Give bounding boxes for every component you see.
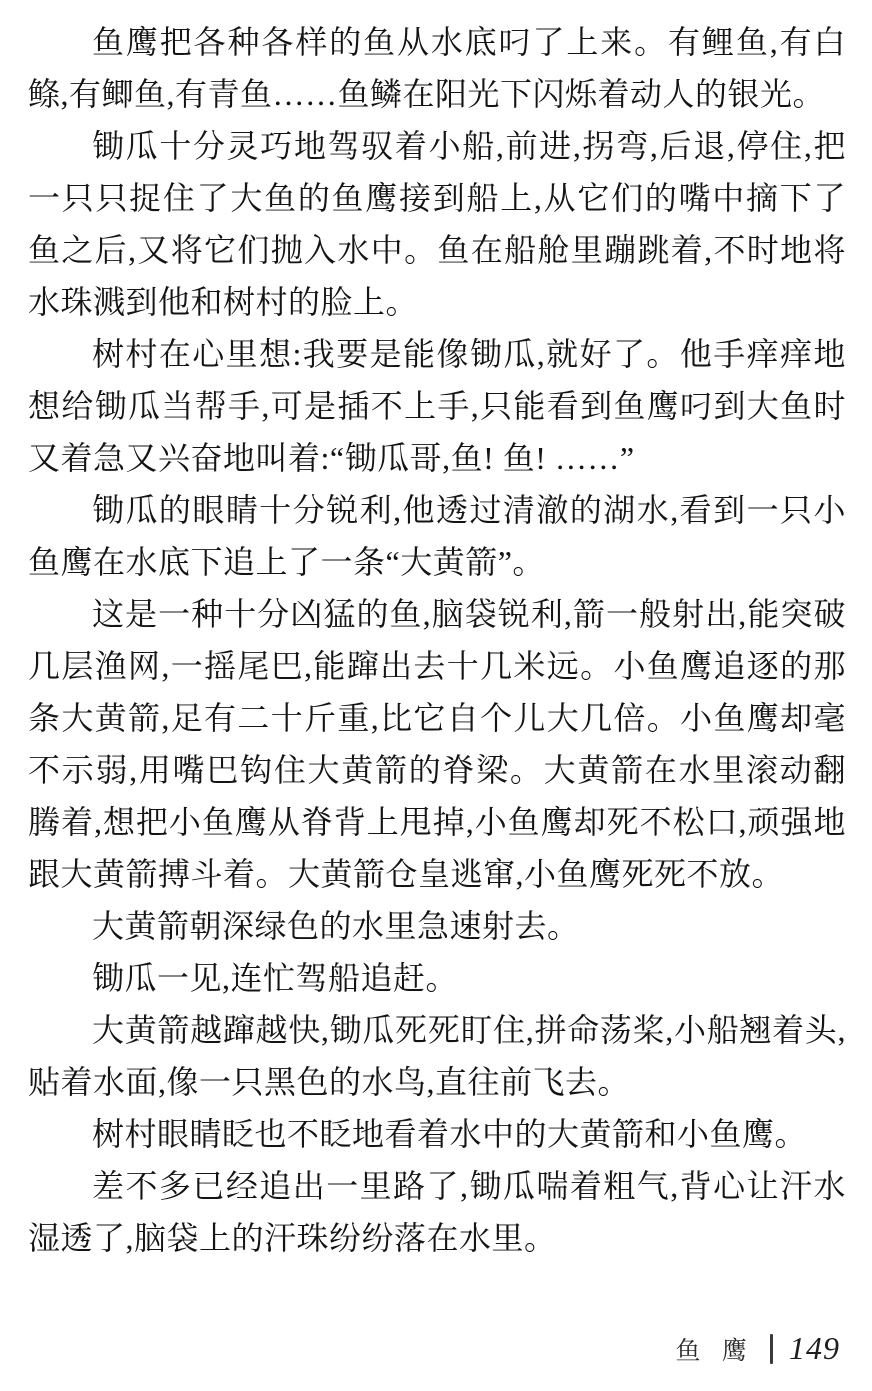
paragraph: 差不多已经追出一里路了,锄瓜喘着粗气,背心让汗水湿透了,脑袋上的汗珠纷纷落在水里。 — [28, 1168, 846, 1256]
page-text-block — [28, 16, 846, 1264]
paragraph: 这是一种十分凶猛的鱼,脑袋锐利,箭一般射出,能突破几层渔网,一摇尾巴,能蹿出去十几米远。小鱼鹰追逐的那条大黄箭,足有二十斤重,比它自个儿大几倍。小鱼鹰却毫不示弱,用嘴巴钩住大黄箭的脊梁。大黄箭在水里滚动翻腾着,想把小鱼鹰从脊背上甩掉,小鱼鹰却死不松口,顽强地跟大黄箭搏斗着。大黄箭仓皇逃窜,小鱼鹰死死不放。 — [28, 596, 846, 892]
paragraph: 鱼鹰把各种各样的鱼从水底叼了上来。有鲤鱼,有白鲦,有鲫鱼,有青鱼……鱼鳞在阳光下闪烁着动人的银光。 — [28, 24, 846, 112]
paragraph: 树村在心里想:我要是能像锄瓜,就好了。他手痒痒地想给锄瓜当帮手,可是插不上手,只能看到鱼鹰叼到大鱼时又着急又兴奋地叫着:“锄瓜哥,鱼! 鱼! ……” — [28, 336, 846, 476]
page-footer — [675, 1330, 840, 1367]
footer-separator-bar — [770, 1334, 773, 1364]
paragraph: 锄瓜的眼睛十分锐利,他透过清澈的湖水,看到一只小鱼鹰在水底下追上了一条“大黄箭”。 — [28, 492, 846, 580]
footer-chapter-title: 鱼鹰 — [675, 1337, 768, 1365]
paragraph: 大黄箭朝深绿色的水里急速射去。 — [92, 908, 580, 944]
paragraph: 锄瓜十分灵巧地驾驭着小船,前进,拐弯,后退,停住,把一只只捉住了大鱼的鱼鹰接到船上,从它们的嘴中摘下了鱼之后,又将它们抛入水中。鱼在船舱里蹦跳着,不时地将水珠溅到他和树村的脸上。 — [28, 128, 846, 320]
paragraph: 锄瓜一见,连忙驾船追赶。 — [92, 960, 459, 996]
paragraph: 大黄箭越蹿越快,锄瓜死死盯住,拼命荡桨,小船翘着头,贴着水面,像一只黑色的水鸟,直往前飞去。 — [28, 1012, 846, 1100]
paragraph: 树村眼睛眨也不眨地看着水中的大黄箭和小鱼鹰。 — [92, 1116, 808, 1152]
footer-page-number: 149 — [789, 1330, 840, 1366]
